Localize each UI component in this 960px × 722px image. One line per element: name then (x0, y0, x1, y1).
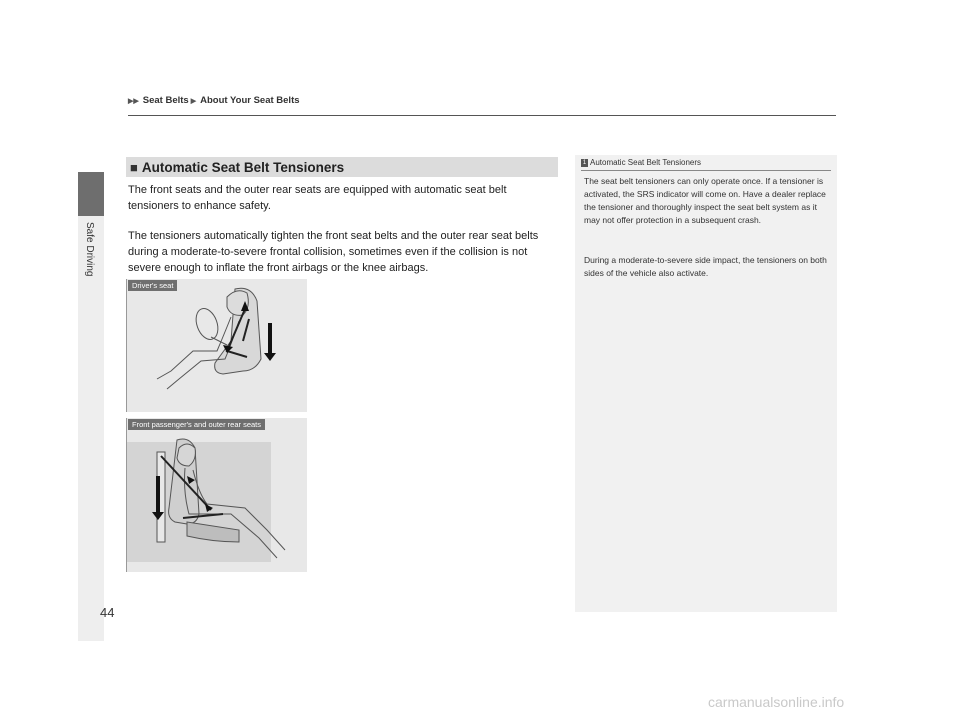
section-title: Automatic Seat Belt Tensioners (141, 159, 345, 175)
driver-seat-illustration (126, 279, 307, 412)
breadcrumb-item-seat-belts[interactable]: Seat Belts (142, 95, 189, 106)
section-header (126, 157, 558, 177)
side-note-header (581, 158, 701, 167)
body-paragraph: The front seats and the outer rear seats are equipped with automatic seat belt tensioners to enhance safety. (128, 184, 507, 212)
header-divider (128, 115, 836, 116)
driver-seat-label: Driver's seat (128, 280, 177, 291)
page-number: 44 (100, 605, 115, 620)
side-note-divider (581, 170, 831, 171)
chapter-label: Safe Driving (84, 222, 95, 277)
side-note-paragraph: During a moderate-to-severe side impact, the tensioners on both sides of the vehicle also activate. (584, 255, 827, 278)
breadcrumb (128, 95, 300, 106)
side-note-paragraph: The seat belt tensioners can only operate once. If a tensioner is activated, the SRS indicator will come on. Have a dealer replace the tensioner and thoroughly inspect the seat belt system as it may not offer protection in a subsequent crash. (584, 176, 826, 225)
passenger-seat-label: Front passenger's and outer rear seats (128, 419, 265, 430)
passenger-seat-illustration (126, 418, 307, 572)
passenger-seat-drawing (127, 418, 307, 572)
arrow-right-icon: ▶ (190, 97, 197, 105)
side-note (575, 155, 837, 612)
side-note-title: Automatic Seat Belt Tensioners (590, 158, 702, 167)
body-paragraph: The tensioners automatically tighten the front seat belts and the outer rear seat belts during a moderate-to-severe frontal collision, sometimes even if the collision is not severe enough to inflate the front airbags or the knee airbags. (128, 230, 539, 274)
section-marker: ■ (130, 159, 138, 175)
watermark: carmanualsonline.info (708, 694, 845, 710)
arrow-right-icon: ▶▶ (128, 97, 139, 105)
chapter-tab (78, 172, 104, 216)
driver-seat-drawing (127, 279, 307, 412)
chapter-sidebar (78, 216, 104, 641)
note-number: 1 (582, 159, 587, 166)
breadcrumb-item-about-seat-belts[interactable]: About Your Seat Belts (200, 95, 300, 106)
